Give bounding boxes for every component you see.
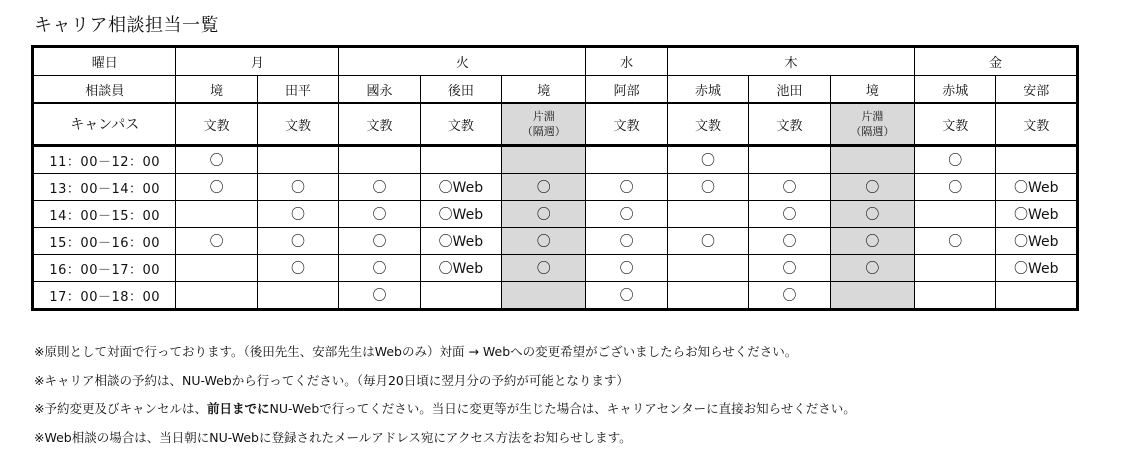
campus-cell-shaded (830, 103, 914, 146)
availability-cell: 〇 (257, 201, 338, 228)
availability-cell (257, 146, 338, 174)
availability-cell (420, 282, 501, 310)
campus-cell: 文教 (586, 103, 667, 146)
time-slot-row (33, 201, 1078, 228)
availability-cell (176, 282, 257, 310)
note-line-3 (34, 395, 1094, 424)
availability-cell: 〇 (176, 146, 257, 174)
availability-cell: 〇 (339, 282, 420, 310)
time-slot-row (33, 255, 1078, 282)
availability-cell: 〇Web (420, 201, 501, 228)
day-thursday: 木 (667, 47, 914, 76)
availability-cell (667, 282, 748, 310)
availability-cell: 〇 (667, 174, 748, 201)
note-line-4: ※Web相談の場合は、当日朝にNU-Webに登録されたメールアドレス宛にアクセス方法をお知らせします。 (34, 429, 632, 445)
campus-cell: 文教 (749, 103, 830, 146)
availability-cell: 〇Web (996, 255, 1078, 282)
time-slot-row (33, 146, 1078, 174)
availability-cell: 〇 (667, 146, 748, 174)
availability-cell: 〇 (502, 255, 586, 282)
availability-cell: 〇 (502, 201, 586, 228)
counselor-header-row (33, 76, 1078, 104)
availability-cell (915, 201, 996, 228)
availability-cell: 〇 (257, 255, 338, 282)
availability-cell: 〇 (586, 228, 667, 255)
availability-cell: 〇 (667, 228, 748, 255)
time-slot-label: 13：00－14：00 (33, 174, 176, 201)
availability-cell (586, 146, 667, 174)
availability-cell (420, 146, 501, 174)
availability-cell: 〇 (830, 174, 914, 201)
availability-cell: 〇 (830, 228, 914, 255)
availability-cell: 〇 (915, 174, 996, 201)
notes-section (34, 338, 1094, 452)
counselor-name: 赤城 (667, 76, 748, 104)
day-label: 曜日 (33, 47, 176, 76)
availability-cell (749, 146, 830, 174)
availability-cell: 〇Web (996, 228, 1078, 255)
availability-cell: 〇Web (420, 174, 501, 201)
counselor-name: 境 (176, 76, 257, 104)
availability-cell: 〇 (176, 228, 257, 255)
campus-cell: 文教 (667, 103, 748, 146)
availability-cell (830, 146, 914, 174)
availability-cell: 〇 (915, 146, 996, 174)
counselor-name: 國永 (339, 76, 420, 104)
availability-cell (339, 146, 420, 174)
availability-cell: 〇 (339, 174, 420, 201)
availability-cell (915, 255, 996, 282)
day-friday: 金 (915, 47, 1078, 76)
note-line-1: ※原則として対面で行っております。（後田先生、安部先生はWebのみ）対面 → Webへの変更希望がございましたらお知らせください。 (34, 344, 798, 359)
campus-cell: 文教 (339, 103, 420, 146)
day-wednesday: 水 (586, 47, 667, 76)
availability-cell (502, 146, 586, 174)
availability-cell: 〇 (586, 201, 667, 228)
time-slot-label: 17：00－18：00 (33, 282, 176, 310)
availability-cell: 〇 (502, 228, 586, 255)
counselor-name: 池田 (749, 76, 830, 104)
campus-cell-shaded (502, 103, 586, 146)
availability-cell: 〇 (586, 282, 667, 310)
counselor-name: 安部 (996, 76, 1078, 104)
availability-cell (915, 282, 996, 310)
availability-cell: 〇 (830, 255, 914, 282)
note-line-3-bold: 前日までに (206, 401, 270, 416)
counselor-name: 阿部 (586, 76, 667, 104)
availability-cell: 〇Web (996, 201, 1078, 228)
counselor-label: 相談員 (33, 76, 176, 104)
availability-cell: 〇 (176, 174, 257, 201)
availability-cell (830, 282, 914, 310)
campus-cell: 文教 (176, 103, 257, 146)
page-title: キャリア相談担当一覧 (34, 15, 219, 36)
availability-cell: 〇Web (420, 255, 501, 282)
availability-cell: 〇 (586, 255, 667, 282)
availability-cell: 〇 (339, 255, 420, 282)
availability-cell: 〇 (339, 201, 420, 228)
note-line-3-end: NU-Webで行ってください。当日に変更等が生じた場合は、キャリアセンターに直接お知らせください。 (269, 401, 856, 416)
availability-cell: 〇 (257, 228, 338, 255)
day-monday: 月 (176, 47, 339, 76)
campus-cell: 文教 (420, 103, 501, 146)
campus-cell: 文教 (996, 103, 1078, 146)
campus-cell: 文教 (915, 103, 996, 146)
availability-cell (176, 201, 257, 228)
counselor-name: 後田 (420, 76, 501, 104)
availability-cell: 〇 (586, 174, 667, 201)
campus-header-row (33, 103, 1078, 146)
availability-cell: 〇Web (996, 174, 1078, 201)
time-slot-label: 11：00－12：00 (33, 146, 176, 174)
availability-cell: 〇 (749, 255, 830, 282)
availability-cell: 〇 (749, 228, 830, 255)
campus-cell: 文教 (257, 103, 338, 146)
availability-cell: 〇 (749, 282, 830, 310)
counselor-schedule-table (31, 45, 1079, 311)
campus-label: キャンパス (33, 103, 176, 146)
day-tuesday: 火 (339, 47, 586, 76)
day-header-row (33, 47, 1078, 76)
availability-cell: 〇 (915, 228, 996, 255)
availability-cell (502, 282, 586, 310)
availability-cell: 〇Web (420, 228, 501, 255)
availability-cell: 〇 (749, 201, 830, 228)
campus-label-text: 片淵 （隔週） (521, 110, 566, 138)
counselor-name: 赤城 (915, 76, 996, 104)
campus-label-text: 片淵 （隔週） (850, 110, 895, 138)
availability-cell (176, 255, 257, 282)
time-slot-row (33, 228, 1078, 255)
availability-cell (667, 201, 748, 228)
note-line-2: ※キャリア相談の予約は、NU-Webから行ってください。（毎月20日頃に翌月分の予約が可能となります） (34, 372, 629, 388)
availability-cell (996, 282, 1078, 310)
time-slot-label: 14：00－15：00 (33, 201, 176, 228)
time-slot-row (33, 282, 1078, 310)
time-slot-label: 15：00－16：00 (33, 228, 176, 255)
availability-cell: 〇 (257, 174, 338, 201)
availability-cell: 〇 (749, 174, 830, 201)
availability-cell (257, 282, 338, 310)
availability-cell (667, 255, 748, 282)
counselor-name: 境 (502, 76, 586, 104)
counselor-name: 境 (830, 76, 914, 104)
note-line-3-start: ※予約変更及びキャンセルは、 (34, 401, 207, 416)
time-slot-row (33, 174, 1078, 201)
availability-cell (996, 146, 1078, 174)
availability-cell: 〇 (502, 174, 586, 201)
availability-cell: 〇 (830, 201, 914, 228)
counselor-name: 田平 (257, 76, 338, 104)
availability-cell: 〇 (339, 228, 420, 255)
time-slot-label: 16：00－17：00 (33, 255, 176, 282)
